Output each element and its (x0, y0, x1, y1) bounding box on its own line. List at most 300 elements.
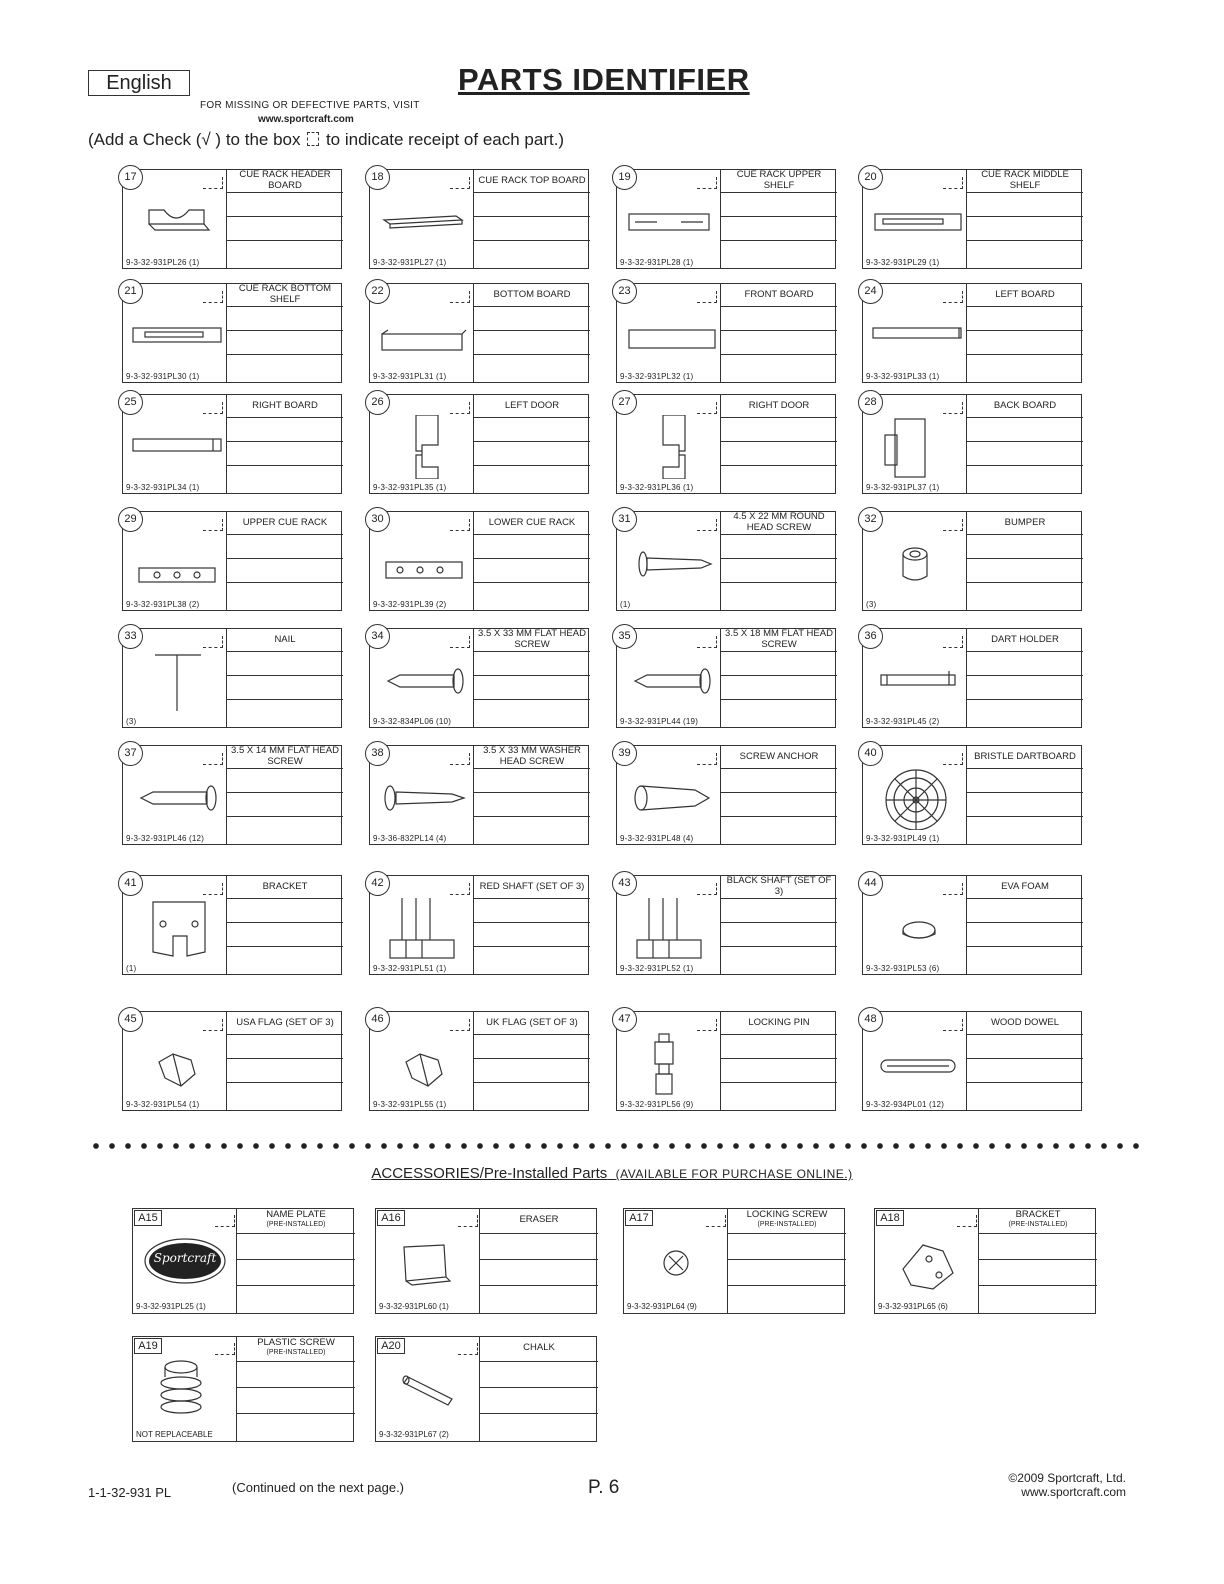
check-lines (479, 1336, 598, 1442)
check-lines (226, 875, 343, 975)
check-line[interactable] (721, 769, 837, 793)
part-label: BRISTLE DARTBOARD (967, 745, 1083, 769)
part-card (122, 394, 342, 494)
check-line[interactable] (967, 355, 1083, 379)
check-line[interactable] (474, 331, 590, 355)
accessory-card (623, 1208, 845, 1314)
check-line[interactable] (721, 652, 837, 676)
check-line[interactable] (237, 1260, 355, 1286)
check-line[interactable] (480, 1286, 598, 1312)
check-line[interactable] (474, 535, 590, 559)
accessory-name: CHALK (523, 1342, 555, 1353)
check-lines (226, 628, 343, 728)
front-board-icon (623, 304, 718, 368)
accessory-label (480, 1208, 598, 1234)
lower-cue-rack-icon (376, 532, 471, 596)
check-lines (720, 511, 837, 611)
receipt-checkbox[interactable] (450, 519, 470, 531)
part-label: LOWER CUE RACK (474, 511, 590, 535)
flat-head-screw-icon (129, 766, 224, 830)
check-line[interactable] (967, 1083, 1083, 1107)
part-code: 9-3-32-931PL51 (1) (373, 964, 447, 973)
check-line[interactable] (721, 676, 837, 700)
part-code: 9-3-32-834PL06 (10) (373, 717, 452, 726)
check-line[interactable] (474, 652, 590, 676)
checkbox-sample-icon (307, 132, 319, 146)
check-line[interactable] (721, 899, 837, 923)
part-code: 9-3-32-931PL45 (2) (866, 717, 940, 726)
check-lines (473, 394, 590, 494)
check-line[interactable] (721, 466, 837, 490)
part-card (369, 511, 589, 611)
receipt-checkbox[interactable] (203, 291, 223, 303)
check-line[interactable] (721, 1059, 837, 1083)
check-lines (966, 628, 1083, 728)
accessory-card (132, 1208, 354, 1314)
check-line[interactable] (967, 817, 1083, 841)
check-lines (966, 169, 1083, 269)
receipt-checkbox[interactable] (697, 291, 717, 303)
part-card (616, 283, 836, 383)
copyright-text: ©2009 Sportcraft, Ltd. (1008, 1471, 1126, 1485)
receipt-checkbox[interactable] (943, 1019, 963, 1031)
check-line[interactable] (967, 559, 1083, 583)
copyright-block (988, 1471, 1126, 1499)
round-head-screw-icon (623, 532, 718, 596)
part-label: CUE RACK BOTTOM SHELF (227, 283, 343, 307)
part-card (616, 745, 836, 845)
check-line[interactable] (728, 1260, 846, 1286)
part-number: 26 (365, 390, 390, 415)
part-card (616, 394, 836, 494)
right-door-icon (623, 415, 718, 479)
receipt-checkbox[interactable] (458, 1343, 478, 1355)
part-card (862, 745, 1082, 845)
part-code: (1) (620, 600, 631, 609)
part-number: 22 (365, 279, 390, 304)
part-code: 9-3-32-931PL26 (1) (126, 258, 200, 267)
check-lines (720, 628, 837, 728)
check-lines (226, 1011, 343, 1111)
part-label: 3.5 X 14 MM FLAT HEAD SCREW (227, 745, 343, 769)
check-line[interactable] (227, 817, 343, 841)
receipt-checkbox[interactable] (957, 1215, 977, 1227)
accessories-heading: ACCESSORIES/Pre-Installed Parts (371, 1165, 608, 1182)
part-code: 9-3-32-931PL36 (1) (620, 483, 694, 492)
bumper-icon (869, 532, 964, 596)
check-line[interactable] (480, 1414, 598, 1440)
receipt-checkbox[interactable] (943, 519, 963, 531)
check-line[interactable] (227, 1035, 343, 1059)
receipt-checkbox[interactable] (943, 402, 963, 414)
receipt-checkbox[interactable] (203, 402, 223, 414)
check-line[interactable] (474, 418, 590, 442)
check-line[interactable] (237, 1234, 355, 1260)
accessory-card (375, 1336, 597, 1442)
check-line[interactable] (474, 583, 590, 607)
check-line[interactable] (474, 1035, 590, 1059)
part-card (369, 169, 589, 269)
check-line[interactable] (474, 442, 590, 466)
check-line[interactable] (967, 535, 1083, 559)
check-line[interactable] (227, 307, 343, 331)
check-line[interactable] (721, 817, 837, 841)
receipt-checkbox[interactable] (697, 177, 717, 189)
check-line[interactable] (967, 241, 1083, 265)
check-line[interactable] (721, 559, 837, 583)
check-line[interactable] (227, 700, 343, 724)
check-line[interactable] (474, 793, 590, 817)
bracket-icon (129, 896, 224, 960)
instruction-suffix: to indicate receipt of each part.) (325, 130, 565, 149)
part-card (616, 875, 836, 975)
check-line[interactable] (967, 676, 1083, 700)
receipt-checkbox[interactable] (458, 1215, 478, 1227)
check-line[interactable] (721, 355, 837, 379)
receipt-checkbox[interactable] (450, 883, 470, 895)
receipt-checkbox[interactable] (215, 1215, 235, 1227)
check-line[interactable] (227, 535, 343, 559)
check-line[interactable] (979, 1234, 1097, 1260)
part-label: 3.5 X 33 MM FLAT HEAD SCREW (474, 628, 590, 652)
part-code: 9-3-32-931PL55 (1) (373, 1100, 447, 1109)
left-board-icon (869, 304, 964, 368)
part-card (369, 628, 589, 728)
check-line[interactable] (967, 793, 1083, 817)
check-line[interactable] (227, 418, 343, 442)
footer-website: www.sportcraft.com (1021, 1485, 1126, 1499)
check-line[interactable] (967, 769, 1083, 793)
check-line[interactable] (474, 676, 590, 700)
back-board-icon (869, 415, 964, 479)
receipt-checkbox[interactable] (450, 291, 470, 303)
check-line[interactable] (721, 793, 837, 817)
check-line[interactable] (967, 193, 1083, 217)
nail-icon (129, 649, 224, 713)
check-line[interactable] (967, 307, 1083, 331)
check-lines (966, 394, 1083, 494)
receipt-checkbox[interactable] (697, 1019, 717, 1031)
check-line[interactable] (227, 899, 343, 923)
receipt-checkbox[interactable] (203, 1019, 223, 1031)
wood-dowel-icon (869, 1032, 964, 1096)
receipt-checkbox[interactable] (215, 1343, 235, 1355)
check-line[interactable] (721, 1035, 837, 1059)
check-line[interactable] (967, 947, 1083, 971)
check-line[interactable] (721, 923, 837, 947)
document-code: 1-1-32-931 PL (88, 1485, 172, 1500)
check-lines (966, 283, 1083, 383)
part-number: 42 (365, 871, 390, 896)
check-line[interactable] (480, 1234, 598, 1260)
part-code: 9-3-32-931PL35 (1) (373, 483, 447, 492)
check-line[interactable] (967, 331, 1083, 355)
accessories-note: (AVAILABLE FOR PURCHASE ONLINE.) (615, 1167, 853, 1181)
check-line[interactable] (227, 559, 343, 583)
receipt-checkbox[interactable] (697, 519, 717, 531)
part-number: 34 (365, 624, 390, 649)
check-line[interactable] (474, 1083, 590, 1107)
part-number: 47 (612, 1007, 637, 1032)
accessory-name: NAME PLATE (266, 1209, 326, 1220)
receipt-checkbox[interactable] (203, 636, 223, 648)
check-line[interactable] (967, 700, 1083, 724)
check-lines (226, 394, 343, 494)
part-code: 9-3-32-931PL30 (1) (126, 372, 200, 381)
check-line[interactable] (227, 1083, 343, 1107)
check-line[interactable] (227, 1059, 343, 1083)
part-card (616, 1011, 836, 1111)
receipt-checkbox[interactable] (203, 753, 223, 765)
check-line[interactable] (721, 442, 837, 466)
check-line[interactable] (474, 769, 590, 793)
receipt-checkbox[interactable] (943, 177, 963, 189)
check-line[interactable] (721, 307, 837, 331)
check-instruction (88, 130, 564, 150)
check-line[interactable] (474, 466, 590, 490)
part-code: 9-3-32-931PL28 (1) (620, 258, 694, 267)
check-line[interactable] (967, 583, 1083, 607)
part-number: 37 (118, 741, 143, 766)
check-line[interactable] (967, 442, 1083, 466)
check-line[interactable] (480, 1388, 598, 1414)
check-line[interactable] (237, 1362, 355, 1388)
check-lines (720, 745, 837, 845)
receipt-checkbox[interactable] (203, 883, 223, 895)
washer-head-screw-icon (376, 766, 471, 830)
check-line[interactable] (227, 652, 343, 676)
part-code: 9-3-32-931PL49 (1) (866, 834, 940, 843)
check-line[interactable] (227, 241, 343, 265)
part-code: 9-3-32-931PL27 (1) (373, 258, 447, 267)
check-lines (226, 745, 343, 845)
part-card (862, 1011, 1082, 1111)
check-line[interactable] (474, 193, 590, 217)
check-line[interactable] (237, 1414, 355, 1440)
check-line[interactable] (474, 307, 590, 331)
part-card (122, 169, 342, 269)
check-line[interactable] (721, 217, 837, 241)
part-code: 9-3-32-931PL33 (1) (866, 372, 940, 381)
check-line[interactable] (721, 700, 837, 724)
check-line[interactable] (227, 947, 343, 971)
check-line[interactable] (967, 418, 1083, 442)
part-card (369, 875, 589, 975)
check-line[interactable] (227, 923, 343, 947)
part-number: 29 (118, 507, 143, 532)
part-card (122, 283, 342, 383)
part-label: 3.5 X 33 MM WASHER HEAD SCREW (474, 745, 590, 769)
part-number: 45 (118, 1007, 143, 1032)
check-line[interactable] (227, 217, 343, 241)
accessory-code: 9-3-32-931PL65 (6) (878, 1302, 948, 1311)
check-lines (966, 875, 1083, 975)
website-link[interactable]: www.sportcraft.com (258, 114, 354, 125)
part-number: 30 (365, 507, 390, 532)
accessory-label (979, 1208, 1097, 1234)
check-line[interactable] (728, 1286, 846, 1312)
check-line[interactable] (721, 241, 837, 265)
part-label: CUE RACK HEADER BOARD (227, 169, 343, 193)
receipt-checkbox[interactable] (450, 753, 470, 765)
part-card (369, 394, 589, 494)
flight-icon (129, 1032, 224, 1096)
check-line[interactable] (967, 923, 1083, 947)
dartboard-icon (869, 766, 964, 830)
check-line[interactable] (967, 1059, 1083, 1083)
part-label: RIGHT DOOR (721, 394, 837, 418)
check-line[interactable] (474, 817, 590, 841)
check-line[interactable] (227, 442, 343, 466)
check-line[interactable] (474, 355, 590, 379)
check-lines (978, 1208, 1097, 1314)
check-line[interactable] (227, 793, 343, 817)
part-label: 3.5 X 18 MM FLAT HEAD SCREW (721, 628, 837, 652)
check-lines (473, 1011, 590, 1111)
part-label: LEFT DOOR (474, 394, 590, 418)
section-divider (88, 1142, 1140, 1150)
check-line[interactable] (721, 418, 837, 442)
check-line[interactable] (721, 331, 837, 355)
check-line[interactable] (979, 1260, 1097, 1286)
part-code: (1) (126, 964, 137, 973)
check-line[interactable] (967, 217, 1083, 241)
check-line[interactable] (728, 1234, 846, 1260)
receipt-checkbox[interactable] (697, 402, 717, 414)
part-label: CUE RACK UPPER SHELF (721, 169, 837, 193)
check-line[interactable] (979, 1286, 1097, 1312)
receipt-checkbox[interactable] (943, 753, 963, 765)
part-label: USA FLAG (SET OF 3) (227, 1011, 343, 1035)
flight-icon (376, 1032, 471, 1096)
part-label: 4.5 X 22 MM ROUND HEAD SCREW (721, 511, 837, 535)
check-line[interactable] (227, 769, 343, 793)
part-card (122, 745, 342, 845)
part-number: 48 (858, 1007, 883, 1032)
language-label: English (88, 70, 190, 96)
check-lines (226, 511, 343, 611)
check-line[interactable] (474, 241, 590, 265)
top-board-icon (376, 190, 471, 254)
check-lines (236, 1208, 355, 1314)
missing-parts-text: FOR MISSING OR DEFECTIVE PARTS, VISIT (200, 100, 420, 111)
part-card (862, 628, 1082, 728)
check-line[interactable] (237, 1388, 355, 1414)
check-line[interactable] (227, 676, 343, 700)
receipt-checkbox[interactable] (450, 1019, 470, 1031)
check-line[interactable] (227, 583, 343, 607)
part-number: 31 (612, 507, 637, 532)
receipt-checkbox[interactable] (450, 402, 470, 414)
check-lines (226, 169, 343, 269)
check-line[interactable] (474, 700, 590, 724)
accessory-name: LOCKING SCREW (746, 1209, 828, 1220)
check-lines (720, 875, 837, 975)
foam-pad-icon (869, 896, 964, 960)
part-card (862, 283, 1082, 383)
part-code: 9-3-32-931PL53 (6) (866, 964, 940, 973)
receipt-checkbox[interactable] (203, 519, 223, 531)
dart-shafts-icon (623, 896, 718, 960)
part-label: LEFT BOARD (967, 283, 1083, 307)
accessory-card (874, 1208, 1096, 1314)
check-line[interactable] (474, 899, 590, 923)
check-lines (720, 169, 837, 269)
accessory-note: (PRE-INSTALLED) (1008, 1221, 1068, 1228)
receipt-checkbox[interactable] (697, 883, 717, 895)
receipt-checkbox[interactable] (706, 1215, 726, 1227)
check-line[interactable] (480, 1260, 598, 1286)
check-line[interactable] (721, 535, 837, 559)
check-line[interactable] (474, 217, 590, 241)
check-line[interactable] (721, 1083, 837, 1107)
dart-holder-icon (869, 649, 964, 713)
receipt-checkbox[interactable] (450, 636, 470, 648)
check-line[interactable] (227, 355, 343, 379)
receipt-checkbox[interactable] (943, 883, 963, 895)
check-line[interactable] (474, 923, 590, 947)
part-card (369, 745, 589, 845)
check-line[interactable] (474, 947, 590, 971)
part-label: RIGHT BOARD (227, 394, 343, 418)
check-line[interactable] (237, 1286, 355, 1312)
check-line[interactable] (474, 1059, 590, 1083)
receipt-checkbox[interactable] (697, 636, 717, 648)
check-line[interactable] (721, 583, 837, 607)
receipt-checkbox[interactable] (697, 753, 717, 765)
part-card (369, 1011, 589, 1111)
part-number: 46 (365, 1007, 390, 1032)
check-line[interactable] (967, 1035, 1083, 1059)
accessory-name: PLASTIC SCREW (257, 1337, 335, 1348)
check-line[interactable] (227, 193, 343, 217)
receipt-checkbox[interactable] (203, 177, 223, 189)
part-number: 21 (118, 279, 143, 304)
part-code: 9-3-32-931PL52 (1) (620, 964, 694, 973)
left-door-icon (376, 415, 471, 479)
check-line[interactable] (967, 466, 1083, 490)
check-line[interactable] (967, 652, 1083, 676)
screw-anchor-icon (623, 766, 718, 830)
part-label: UK FLAG (SET OF 3) (474, 1011, 590, 1035)
part-label: CUE RACK MIDDLE SHELF (967, 169, 1083, 193)
accessory-note: (PRE-INSTALLED) (266, 1221, 326, 1228)
check-line[interactable] (227, 466, 343, 490)
receipt-checkbox[interactable] (943, 636, 963, 648)
part-number: 23 (612, 279, 637, 304)
part-code: 9-3-32-931PL46 (12) (126, 834, 205, 843)
part-card (616, 169, 836, 269)
accessory-label (480, 1336, 598, 1362)
check-line[interactable] (474, 559, 590, 583)
check-line[interactable] (227, 331, 343, 355)
check-line[interactable] (721, 193, 837, 217)
check-line[interactable] (721, 947, 837, 971)
receipt-checkbox[interactable] (450, 177, 470, 189)
part-label: NAIL (227, 628, 343, 652)
eraser-icon (384, 1229, 474, 1293)
accessory-note: (PRE-INSTALLED) (757, 1221, 817, 1228)
part-code: 9-3-32-931PL39 (2) (373, 600, 447, 609)
flat-head-screw-icon (376, 649, 471, 713)
check-line[interactable] (480, 1362, 598, 1388)
accessory-label (237, 1336, 355, 1362)
check-line[interactable] (967, 899, 1083, 923)
part-label: BUMPER (967, 511, 1083, 535)
receipt-checkbox[interactable] (943, 291, 963, 303)
part-label: WOOD DOWEL (967, 1011, 1083, 1035)
part-number: 20 (858, 165, 883, 190)
